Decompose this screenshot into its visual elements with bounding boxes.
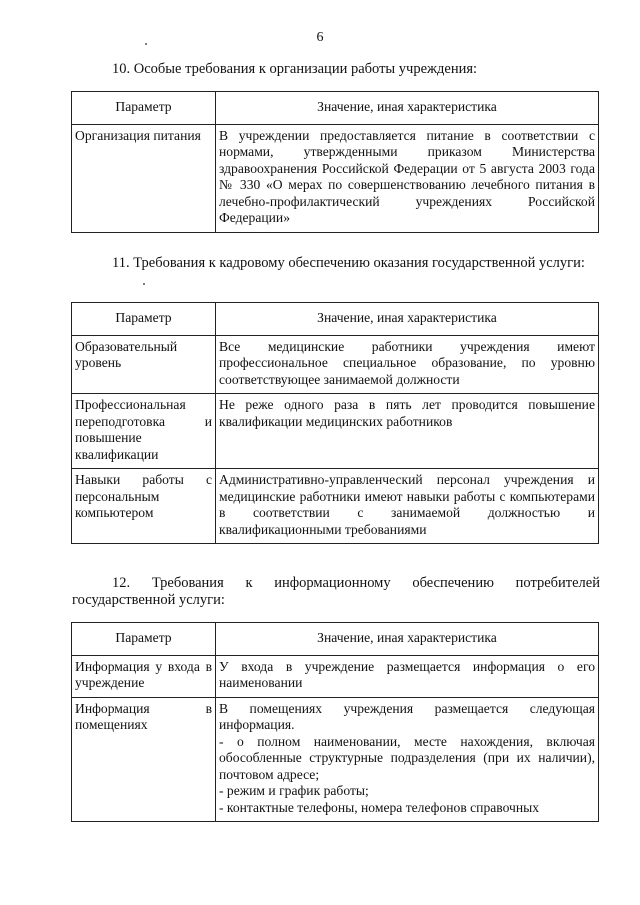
header-param: Параметр xyxy=(72,623,216,656)
row-param: Навыки работы с персональным компьютером xyxy=(72,469,216,544)
row-value: В учреждении предоставляется питание в соответствии с нормами, утвержденными приказом Министерства здравоохранения Российской Федерации от 5 августа 2003 года № 330 «О мерах по совершенствованию лечебного питания в лечебно-профилактический учреждениях Российской Федерации» xyxy=(216,124,599,232)
header-param: Параметр xyxy=(72,303,216,336)
row-param: Профессиональная переподготовка и повышение квалификации xyxy=(72,394,216,469)
row-param: Организация питания xyxy=(72,124,216,232)
table-row xyxy=(72,469,599,544)
row-value: У входа в учреждение размещается информация о его наименовании xyxy=(216,655,599,697)
table-row xyxy=(72,124,599,232)
section-10-heading: 10. Особые требования к организации работы учреждения: xyxy=(112,61,478,77)
section-11-table xyxy=(71,302,599,544)
row-param: Информация у входа в учреждение xyxy=(72,655,216,697)
header-value: Значение, иная характеристика xyxy=(216,623,599,656)
row-value: Не реже одного раза в пять лет проводится повышение квалификации медицинских работников xyxy=(216,394,599,469)
row-value: Административно-управленческий персонал учреждения и медицинские работники имеют навыки работы с компьютерами в соответствии с занимаемой должностью и квалификационными требованиями xyxy=(216,469,599,544)
scan-speck xyxy=(145,43,147,45)
section-12-heading: 12. Требования к информационному обеспечению потребителей государственной услуги: xyxy=(72,575,600,608)
table-row xyxy=(72,394,599,469)
section-12-table xyxy=(71,622,599,822)
header-value: Значение, иная характеристика xyxy=(216,92,599,125)
scan-speck xyxy=(143,283,145,285)
row-value: В помещениях учреждения размещается следующая информация. - о полном наименовании, месте нахождения, включая обособленные структурные подразделения (при их наличии), почтовом адресе; - режим и график работы; - контактные телефоны, номера телефонов справочных xyxy=(216,697,599,822)
table-row xyxy=(72,697,599,822)
section-10-table xyxy=(71,91,599,233)
section-11-heading: 11. Требования к кадровому обеспечению оказания государственной услуги: xyxy=(112,255,585,271)
page-number: 6 xyxy=(316,30,324,45)
row-param: Информация в помещениях xyxy=(72,697,216,822)
table-header-row xyxy=(72,92,599,125)
table-header-row xyxy=(72,303,599,336)
header-param: Параметр xyxy=(72,92,216,125)
row-value: Все медицинские работники учреждения имеют профессиональное специальное образование, по уровню соответствующее занимаемой должности xyxy=(216,335,599,394)
table-header-row xyxy=(72,623,599,656)
table-row xyxy=(72,335,599,394)
row-param: Образовательный уровень xyxy=(72,335,216,394)
table-row xyxy=(72,655,599,697)
header-value: Значение, иная характеристика xyxy=(216,303,599,336)
